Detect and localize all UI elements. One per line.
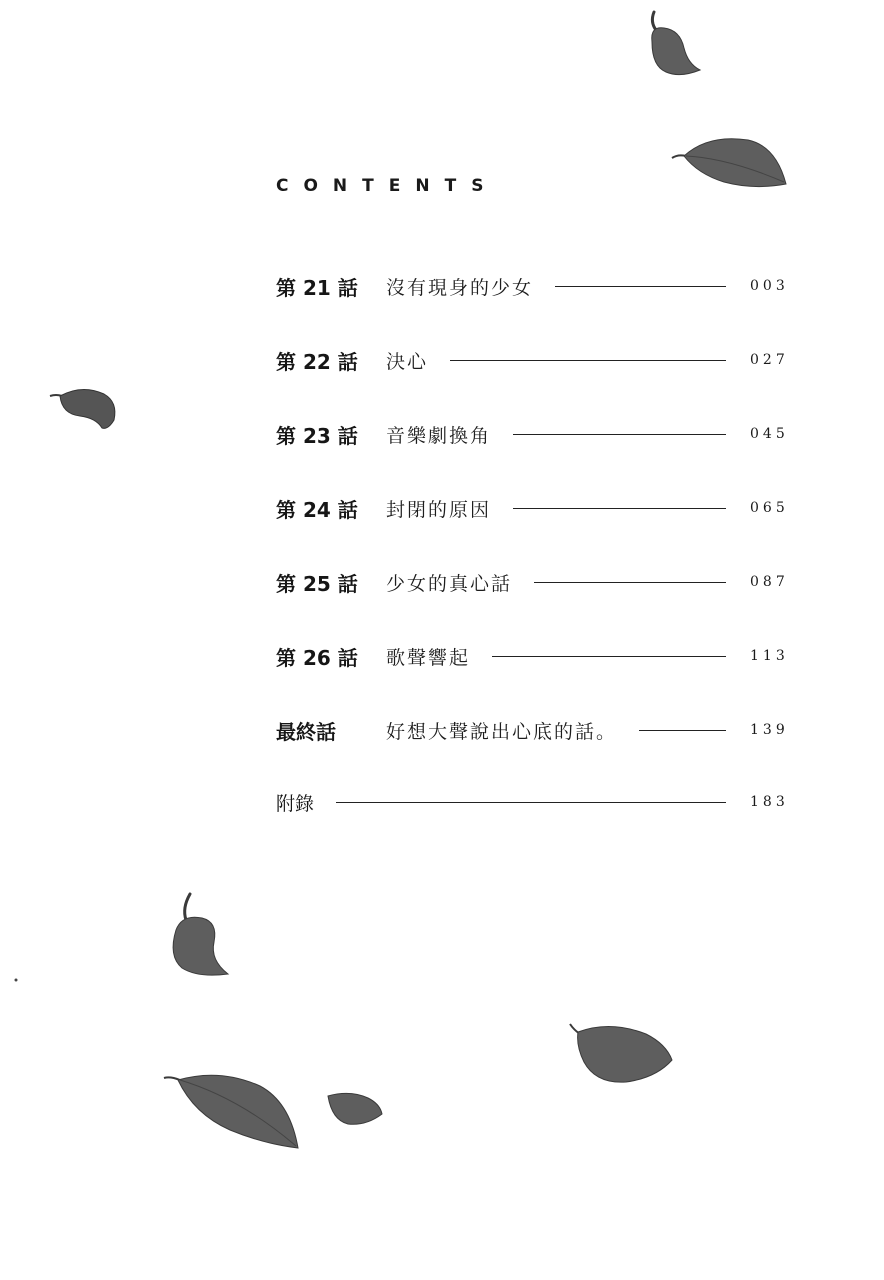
page-number: 139: [750, 722, 789, 738]
toc-entry[interactable]: [276, 636, 792, 676]
chapter-title: 音樂劇換角: [386, 424, 492, 447]
leaf-icon: [668, 134, 790, 192]
page-number: 183: [750, 794, 789, 810]
toc-entry[interactable]: [276, 710, 792, 750]
page-number: 003: [750, 278, 789, 294]
leader-line: [534, 582, 726, 583]
leaf-icon: [640, 8, 704, 80]
leaf-icon: [160, 1068, 302, 1152]
toc-entry[interactable]: [276, 562, 792, 602]
chapter-title: 沒有現身的少女: [386, 276, 534, 299]
leader-line: [336, 802, 726, 803]
leader-line: [450, 360, 726, 361]
leader-line: [513, 434, 726, 435]
page-title: CONTENTS: [276, 176, 499, 196]
chapter-title: 好想大聲說出心底的話。: [386, 720, 618, 743]
toc-entry[interactable]: [276, 414, 792, 454]
page-number: 113: [750, 648, 789, 664]
chapter-number: 第 22 話: [276, 349, 358, 374]
leader-line: [639, 730, 726, 731]
leaf-icon: [162, 890, 234, 980]
page-number: 045: [750, 426, 789, 442]
leaf-icon: [566, 1020, 676, 1086]
leaf-icon: [46, 382, 120, 434]
leader-line: [513, 508, 726, 509]
chapter-number: 第 25 話: [276, 571, 358, 596]
chapter-title: 歌聲響起: [386, 646, 471, 669]
chapter-number: 第 21 話: [276, 275, 358, 300]
chapter-number: 第 26 話: [276, 645, 358, 670]
chapter-number: 第 23 話: [276, 423, 358, 448]
page-number: 065: [750, 500, 789, 516]
page-number: 027: [750, 352, 789, 368]
leaf-icon: [324, 1090, 384, 1130]
toc-entry[interactable]: [276, 488, 792, 528]
chapter-number: 第 24 話: [276, 497, 358, 522]
toc-entry[interactable]: [276, 266, 792, 306]
toc-entry[interactable]: [276, 340, 792, 380]
page-number: 087: [750, 574, 789, 590]
chapter-title: 決心: [386, 350, 429, 373]
chapter-number: 最終話: [276, 719, 336, 744]
appendix-label: 附錄: [276, 792, 315, 815]
chapter-title: 少女的真心話: [386, 572, 513, 595]
leaf-icon: [12, 976, 20, 984]
chapter-title: 封閉的原因: [386, 498, 492, 521]
leader-line: [555, 286, 726, 287]
leader-line: [492, 656, 726, 657]
toc-entry-appendix[interactable]: [276, 782, 792, 822]
